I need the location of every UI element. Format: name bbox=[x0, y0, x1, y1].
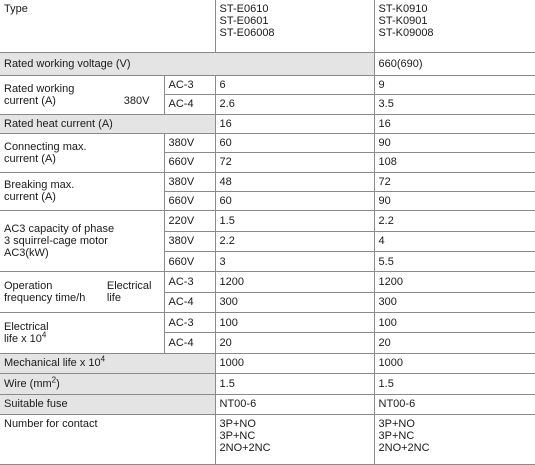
connecting-b-1: 90 bbox=[374, 133, 535, 152]
ac3-b-3: 5.5 bbox=[374, 252, 535, 272]
model-a-3: ST-E06008 bbox=[219, 27, 275, 39]
op-freq-a-2: 300 bbox=[215, 292, 374, 312]
model-a-1: ST-E0610 bbox=[219, 3, 269, 15]
op-freq-a-1: 1200 bbox=[215, 272, 374, 292]
wire-a: 1.5 bbox=[215, 374, 374, 394]
rated-heat-row bbox=[0, 114, 535, 133]
ac3-row bbox=[0, 211, 535, 231]
elec-life-label: Electrical life x $10^4$ bbox=[0, 313, 164, 354]
ac3-b-2: 4 bbox=[374, 231, 535, 251]
fuse-b: NT00-6 bbox=[374, 394, 535, 414]
connecting-a-2: 72 bbox=[215, 153, 374, 172]
ac3-v-1: 220V bbox=[164, 211, 215, 231]
elec-life-a-1: 100 bbox=[215, 313, 374, 333]
rated-current-voltage: 380V bbox=[123, 94, 150, 107]
ac3-v-3: 660V bbox=[164, 252, 215, 272]
contact-row bbox=[0, 414, 535, 464]
model-b-1: ST-K0910 bbox=[378, 3, 428, 15]
connecting-v-1: 380V bbox=[164, 133, 215, 152]
rated-current-label: Rated working current (A) 380V bbox=[0, 75, 164, 114]
connecting-b-2: 108 bbox=[374, 153, 535, 172]
fuse-a: NT00-6 bbox=[215, 394, 374, 414]
connecting-label: Connecting max. current (A) bbox=[0, 133, 164, 172]
ac3-b-1: 2.2 bbox=[374, 211, 535, 231]
wire-label: Wire $(mm^2)$ bbox=[0, 374, 215, 394]
rated-voltage-label: Rated working voltage (V) bbox=[0, 53, 374, 75]
op-freq-sub-2: life bbox=[106, 292, 121, 305]
ac3-v-2: 380V bbox=[164, 231, 215, 251]
rated-current-b-1: 9 bbox=[374, 75, 535, 94]
breaking-b-1: 72 bbox=[374, 172, 535, 191]
op-freq-b-2: 300 bbox=[374, 292, 535, 312]
rated-current-row bbox=[0, 75, 535, 94]
elec-life-b-1: 100 bbox=[374, 313, 535, 333]
rated-voltage-row bbox=[0, 53, 535, 75]
rated-current-cat-1: AC-3 bbox=[164, 75, 215, 94]
rated-current-a-1: 6 bbox=[215, 75, 374, 94]
connecting-v-2: 660V bbox=[164, 153, 215, 172]
rated-voltage-value: 660(690) bbox=[374, 53, 535, 75]
type-label: Type bbox=[0, 0, 215, 53]
elec-life-b-2: 20 bbox=[374, 333, 535, 353]
mech-life-a: 1000 bbox=[215, 353, 374, 373]
breaking-a-2: 60 bbox=[215, 191, 374, 210]
connecting-row bbox=[0, 133, 535, 152]
ac3-label: AC3 capacity of phase 3 squirrel-cage motor AC3(kW) bbox=[0, 211, 164, 272]
model-a-list bbox=[215, 0, 374, 53]
op-freq-sub-1: Electrical bbox=[106, 280, 152, 293]
ac3-a-1: 1.5 bbox=[215, 211, 374, 231]
op-freq-cat-1: AC-3 bbox=[164, 272, 215, 292]
rated-heat-label: Rated heat current (A) bbox=[0, 114, 215, 133]
ac3-a-3: 3 bbox=[215, 252, 374, 272]
breaking-b-2: 90 bbox=[374, 191, 535, 210]
mech-life-row bbox=[0, 353, 535, 373]
rated-current-a-2: 2.6 bbox=[215, 95, 374, 114]
op-freq-b-1: 1200 bbox=[374, 272, 535, 292]
rated-heat-a: 16 bbox=[215, 114, 374, 133]
model-a-2: ST-E0601 bbox=[219, 15, 269, 27]
elec-life-row bbox=[0, 313, 535, 333]
op-freq-label: Operation frequency time/h Electrical life bbox=[0, 272, 164, 313]
mech-life-label: Mechanical life x $10^4$ bbox=[0, 353, 215, 373]
op-freq-cat-2: AC-4 bbox=[164, 292, 215, 312]
ac3-a-2: 2.2 bbox=[215, 231, 374, 251]
elec-life-cat-1: AC-3 bbox=[164, 313, 215, 333]
contact-a: 3P+NO 3P+NC 2NO+2NC bbox=[215, 414, 374, 464]
elec-life-a-2: 20 bbox=[215, 333, 374, 353]
fuse-row bbox=[0, 394, 535, 414]
rated-current-b-2: 3.5 bbox=[374, 95, 535, 114]
breaking-a-1: 48 bbox=[215, 172, 374, 191]
op-freq-row bbox=[0, 272, 535, 292]
contact-label: Number for contact bbox=[0, 414, 215, 464]
contact-b: 3P+NO 3P+NC 2NO+2NC bbox=[374, 414, 535, 464]
rated-heat-b: 16 bbox=[374, 114, 535, 133]
mech-life-b: 1000 bbox=[374, 353, 535, 373]
breaking-v-2: 660V bbox=[164, 191, 215, 210]
elec-life-cat-2: AC-4 bbox=[164, 333, 215, 353]
rated-current-cat-2: AC-4 bbox=[164, 95, 215, 114]
wire-b: 1.5 bbox=[374, 374, 535, 394]
wire-row bbox=[0, 374, 535, 394]
fuse-label: Suitable fuse bbox=[0, 394, 215, 414]
breaking-v-1: 380V bbox=[164, 172, 215, 191]
connecting-a-1: 60 bbox=[215, 133, 374, 152]
breaking-label: Breaking max. current (A) bbox=[0, 172, 164, 211]
model-b-2: ST-K0901 bbox=[378, 15, 428, 27]
header-row bbox=[0, 0, 535, 53]
breaking-row bbox=[0, 172, 535, 191]
model-b-3: ST-K09008 bbox=[378, 27, 434, 39]
model-b-list bbox=[374, 0, 535, 53]
